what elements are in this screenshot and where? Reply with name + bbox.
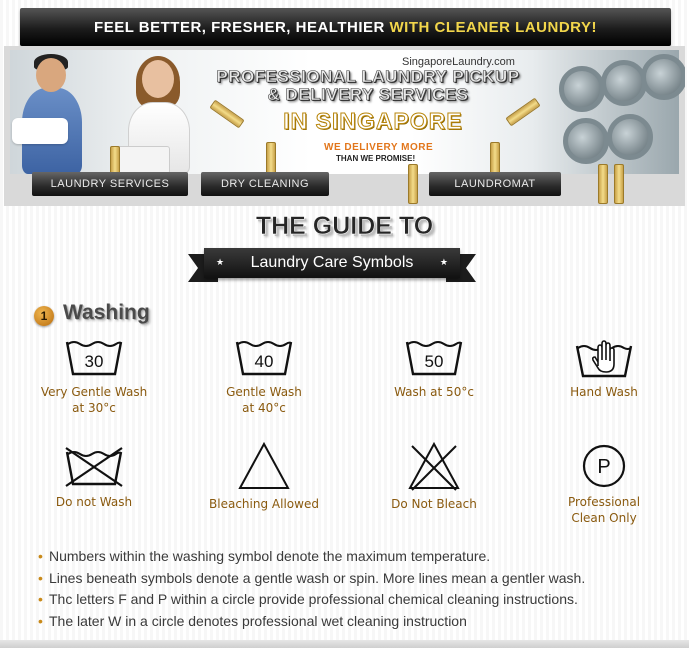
symbol-wash-30: [14, 338, 174, 416]
svg-text:40: 40: [254, 352, 274, 371]
svg-text:P: P: [597, 456, 611, 478]
bleach-allowed-icon: [236, 440, 292, 492]
note-item: • Lines beneath symbols denote a gentle wash or spin. More lines mean a gentler wash.: [38, 568, 658, 590]
symbol-wash-50: [354, 338, 514, 400]
hero-banner: [4, 46, 685, 206]
nav-dry-cleaning[interactable]: DRY CLEANING: [201, 172, 329, 196]
symbol-label: Professional Clean Only: [567, 495, 641, 525]
do-not-wash-icon: [62, 444, 126, 490]
guide-title: THE GUIDE TO: [255, 212, 434, 240]
bottom-border: [0, 640, 689, 648]
clothes-peg-icon: [598, 164, 608, 204]
svg-text:30: 30: [84, 352, 104, 371]
nav-laundromat[interactable]: LAUNDROMAT: [429, 172, 561, 196]
symbol-hand-wash: [524, 338, 684, 400]
svg-text:50: 50: [424, 352, 444, 371]
symbol-label: Do Not Bleach: [391, 497, 477, 511]
tagline-highlight: WITH CLEANER LAUNDRY!: [389, 18, 597, 36]
wash-30-icon: [64, 338, 124, 380]
symbol-label: Gentle Wash at 40°c: [226, 385, 302, 415]
clothes-peg-icon: [614, 164, 624, 204]
note-item: • Numbers within the washing symbol denote the maximum temperature.: [38, 546, 658, 568]
symbol-do-not-bleach: [354, 440, 514, 512]
section-number-badge: 1: [34, 306, 54, 326]
promise-line-2: THAN WE PROMISE!: [336, 154, 416, 163]
symbol-do-not-wash: [14, 444, 174, 510]
wash-40-icon: [234, 338, 294, 380]
section-title: Washing: [63, 301, 150, 324]
tagline-text: FEEL BETTER, FRESHER, HEALTHIER: [94, 18, 385, 36]
washing-machines-image: [555, 50, 679, 174]
hand-wash-icon: [574, 338, 634, 380]
banner-headline: PROFESSIONAL LAUNDRY PICKUP & DELIVERY SERVICES: [216, 67, 520, 104]
symbol-label: Hand Wash: [570, 385, 638, 399]
symbol-professional-clean: [524, 442, 684, 526]
do-not-bleach-icon: [406, 440, 462, 492]
tagline-bar: [20, 8, 671, 46]
site-url: SingaporeLaundry.com: [402, 56, 515, 68]
professional-clean-icon: [580, 442, 628, 490]
star-icon: ★: [216, 257, 225, 267]
symbol-label: Do not Wash: [55, 495, 133, 509]
promise-line-1: WE DELIVERY MORE: [324, 142, 434, 153]
symbol-wash-40: [184, 338, 344, 416]
nav-laundry-services[interactable]: LAUNDRY SERVICES: [32, 172, 188, 196]
symbol-label: Very Gentle Wash at 30°c: [40, 385, 148, 415]
symbol-bleach-allowed: [184, 440, 344, 512]
clothes-peg-icon: [408, 164, 418, 204]
ribbon-title: Laundry Care Symbols: [250, 254, 414, 271]
towel-stack: [12, 118, 68, 144]
symbol-label: Bleaching Allowed: [209, 497, 319, 511]
symbol-label: Wash at 50°c: [394, 385, 474, 399]
star-icon: ★: [439, 257, 448, 267]
notes-list: [38, 546, 658, 632]
wash-50-icon: [404, 338, 464, 380]
note-item: • The later W in a circle denotes professional wet cleaning instruction: [38, 611, 658, 633]
banner-location: IN SINGAPORE: [283, 108, 463, 134]
note-item: • Thc letters F and P within a circle provide professional chemical cleaning instructions.: [38, 589, 658, 611]
ribbon-banner: [188, 248, 476, 280]
